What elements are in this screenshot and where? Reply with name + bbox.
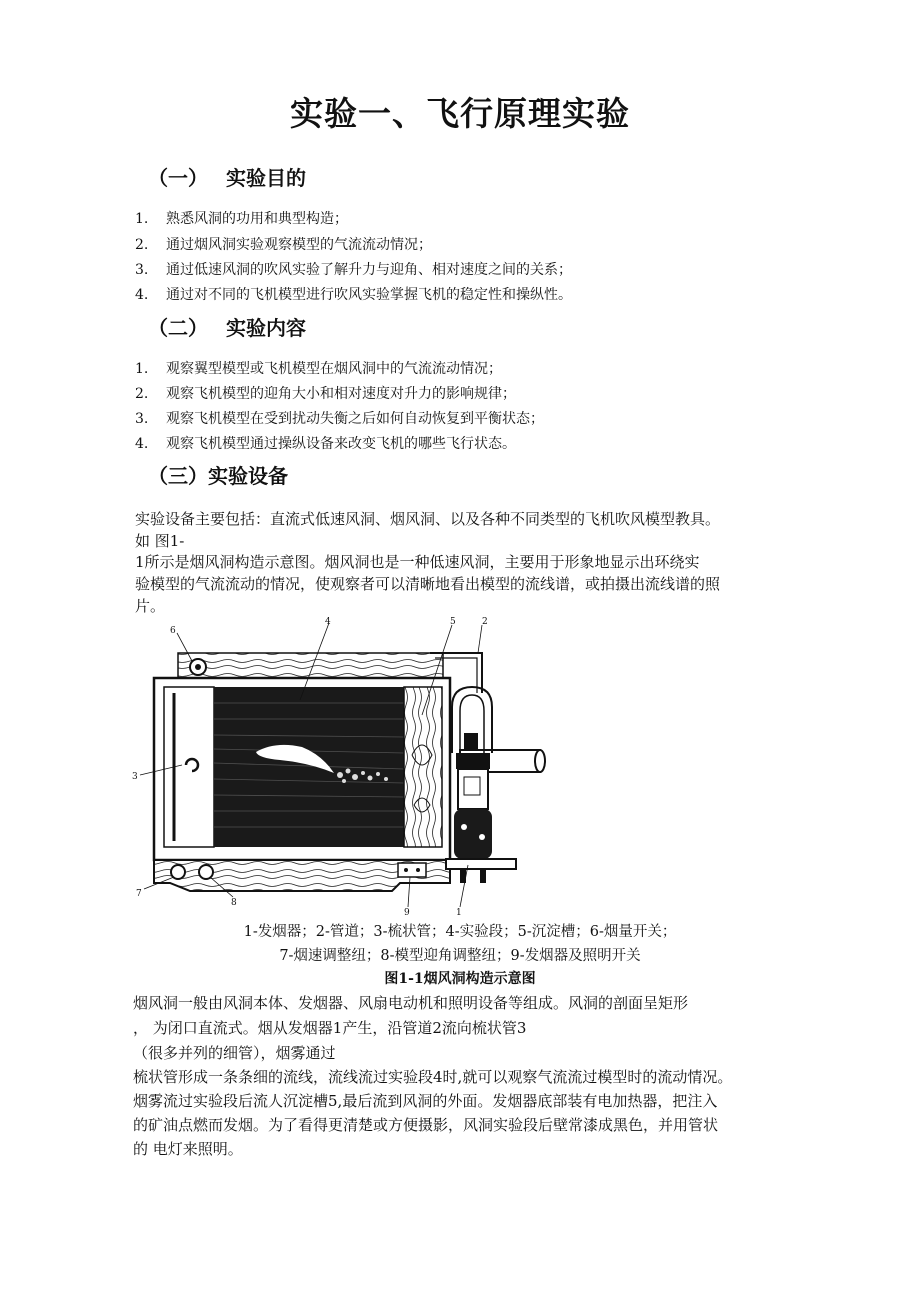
page-title: 实验一、飞行原理实验 (290, 94, 630, 133)
paragraph-line: （很多并列的细管），烟雾通过 (133, 1044, 336, 1062)
figure-label: 1 (456, 908, 462, 915)
figure-legend-line: 1-发烟器；2-管道；3-梳状管；4-实验段；5-沉淀槽；6-烟量开关； (243, 924, 677, 940)
comb-tube (164, 687, 214, 847)
section-number: （二） (148, 316, 208, 340)
paragraph-line: 如 图1- (135, 532, 185, 550)
figure-label: 6 (170, 626, 176, 636)
list-item: 3. 观察飞机模型在受到扰动失衡之后如何自动恢复到平衡状态； (135, 411, 544, 427)
list-item: 2. 通过烟风洞实验观察模型的气流流动情况； (135, 237, 432, 253)
smoke-generator (446, 687, 516, 883)
list-item: 1. 熟悉风洞的功用和典型构造； (135, 211, 348, 227)
figure-label: 5 (450, 617, 456, 627)
figure-label: 8 (231, 898, 237, 908)
paragraph-line: 的矿油点燃而发烟。为了看得更清楚或方便摄影，风洞实验段后壁常漆成黑色，并用管状 (133, 1116, 719, 1134)
figure-label: 9 (404, 908, 410, 915)
section-heading-1 (148, 162, 306, 191)
list-item: 2. 观察飞机模型的迎角大小和相对速度对升力的影响规律； (135, 386, 516, 402)
angle-of-attack-knob (199, 865, 213, 879)
paragraph-line: 梳状管形成一条条细的流线，流线流过实验段4时,就可以观察气流流过模型时的流动情况。 (133, 1068, 733, 1086)
figure-legend-line: 7-烟速调整纽；8-模型迎角调整纽；9-发烟器及照明开关 (279, 948, 641, 964)
list-item: 4. 观察飞机模型通过操纵设备来改变飞机的哪些飞行状态。 (135, 436, 516, 452)
section-title: 实验目的 (226, 166, 306, 190)
test-section (214, 687, 404, 847)
paragraph-line: 烟风洞一般由风洞本体、发烟器、风扇电动机和照明设备等组成。风洞的剖面呈矩形 (133, 994, 689, 1012)
paragraph-line: 1所示是烟风洞构造示意图。烟风洞也是一种低速风洞，主要用于形象地显示出环绕实 (135, 553, 700, 571)
list-item: 1. 观察翼型模型或飞机模型在烟风洞中的气流流动情况； (135, 361, 502, 377)
list-item: 4. 通过对不同的飞机模型进行吹风实验掌握飞机的稳定性和操纵性。 (135, 287, 572, 303)
paragraph-line: 烟雾流过实验段后流人沉淀槽5,最后流到风洞的外面。发烟器底部装有电加热器，把注入 (133, 1092, 718, 1110)
section-number: （一） (148, 166, 208, 190)
light-switch (398, 863, 426, 877)
paragraph-line: 的 电灯来照明。 (133, 1140, 243, 1158)
section-heading-3: （三）实验设备 (148, 464, 288, 488)
figure-caption: 图1-1烟风洞构造示意图 (384, 971, 536, 987)
smoke-tunnel-diagram (130, 615, 550, 915)
paragraph-line: 片。 (135, 597, 166, 615)
smoke-speed-knob (171, 865, 185, 879)
paragraph-line: ， 为闭口直流式。烟从发烟器1产生，沿管道2流向梳状管3 (133, 1019, 527, 1037)
section-heading-2 (148, 312, 306, 341)
figure-label: 3 (132, 772, 138, 782)
section-title: 实验内容 (226, 316, 306, 340)
paragraph-line: 验模型的气流流动的情况，使观察者可以清晰地看出模型的流线谱，或拍摄出流线谱的照 (135, 575, 721, 593)
figure-label: 4 (325, 617, 331, 627)
figure-label: 2 (482, 617, 488, 627)
list-item: 3. 通过低速风洞的吹风实验了解升力与迎角、相对速度之间的关系； (135, 262, 572, 278)
paragraph-line: 实验设备主要包括：直流式低速风洞、烟风洞、以及各种不同类型的飞机吹风模型教具。 (135, 510, 721, 528)
figure-label: 7 (136, 889, 142, 899)
